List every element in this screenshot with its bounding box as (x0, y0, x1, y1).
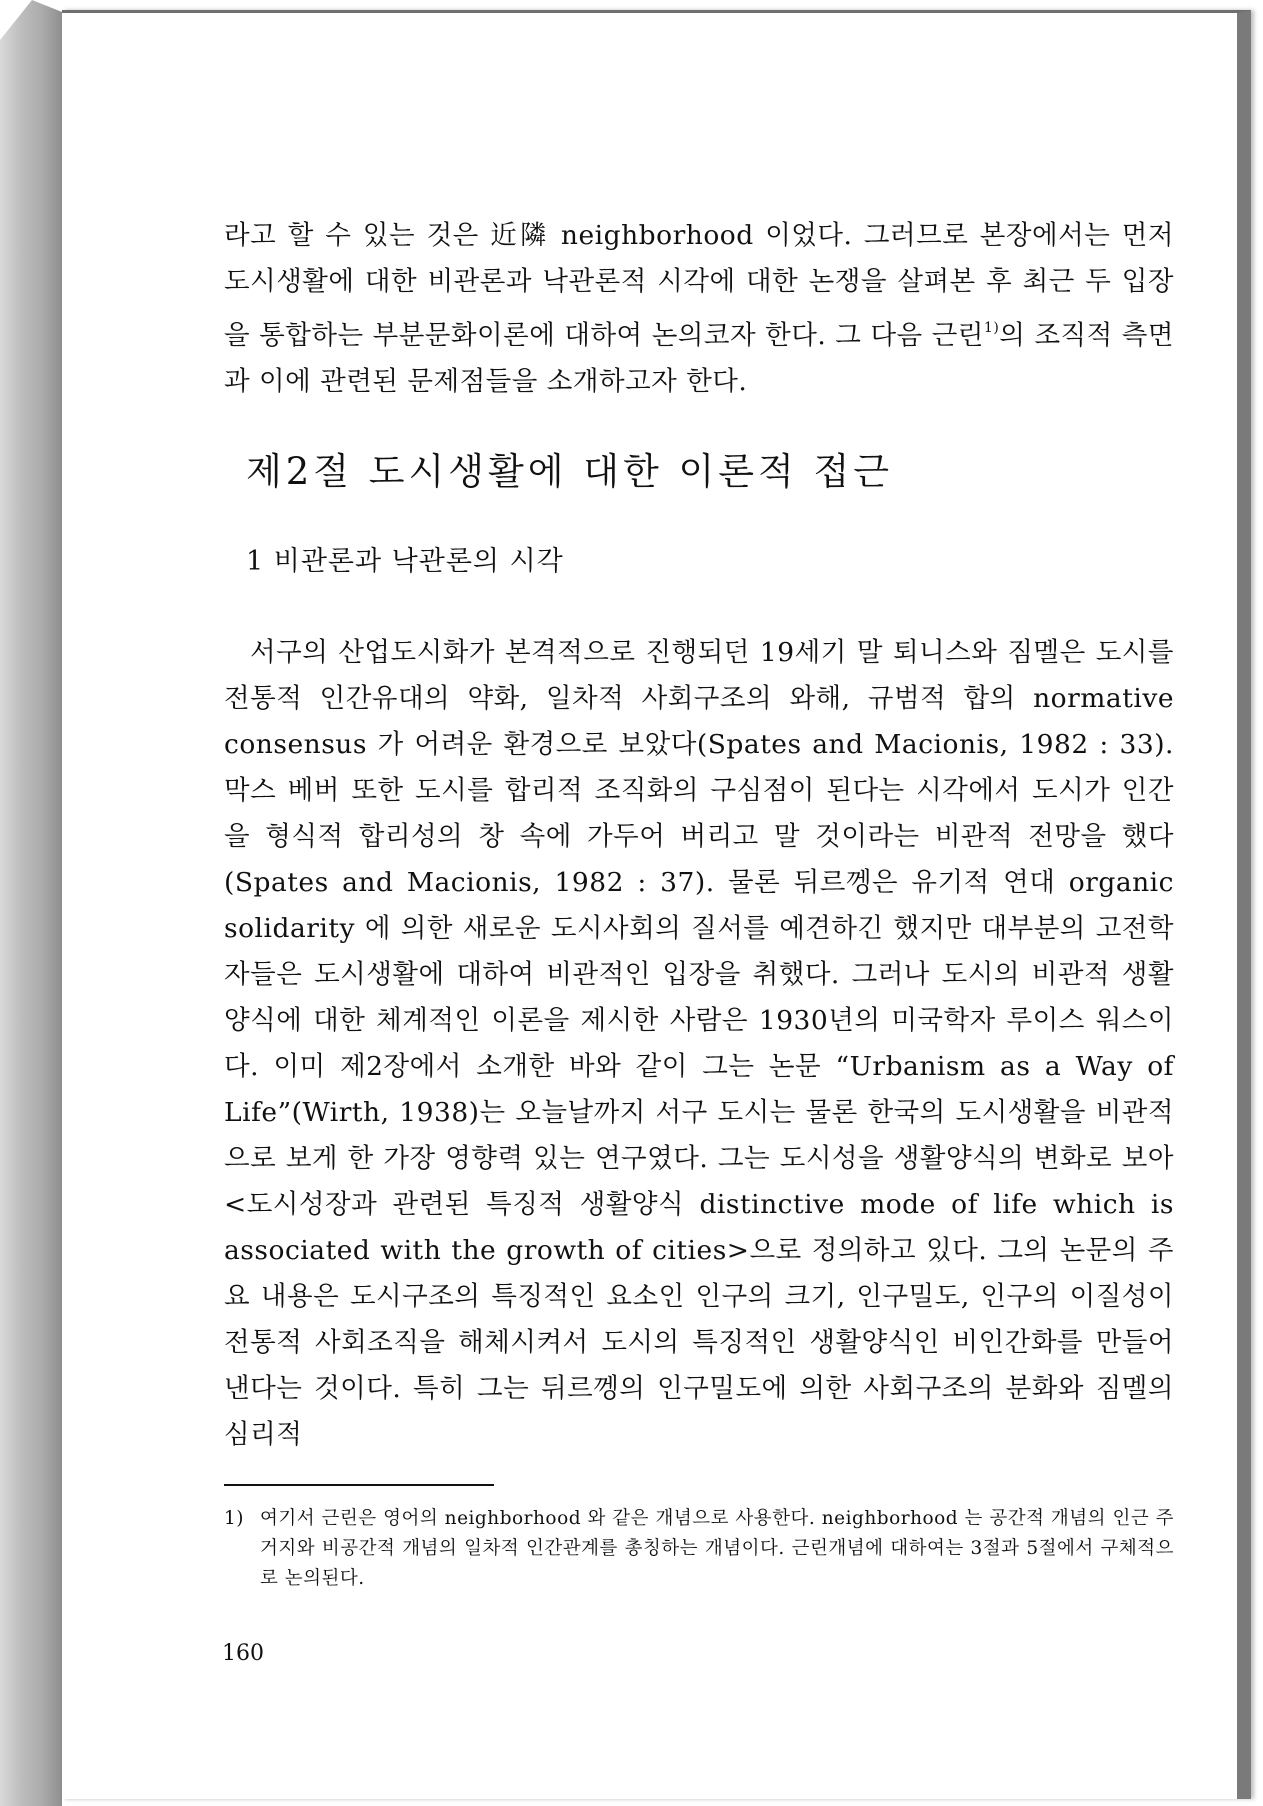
book-spine-edge (0, 0, 62, 1806)
footnote (224, 1504, 1174, 1594)
body-paragraph (224, 630, 1174, 1458)
footnote-text: 여기서 근린은 영어의 neighborhood 와 같은 개념으로 사용한다. neighborhood 는 공간적 개념의 인근 주거지와 비공간적 개념의 일차적 인간관계를 총칭하는 개념이다. 근린개념에 대하여는 3절과 5절에서 구체적으로 논의된다. (260, 1508, 1174, 1589)
intro-paragraph-end-text: 의 조직적 측면과 이에 관련된 문제점들을 소개하고자 한다. (224, 320, 1174, 397)
book-page (62, 10, 1251, 1799)
intro-paragraph-text: 라고 할 수 있는 것은 近隣 neighborhood 이었다. 그러므로 본장에서는 먼저 도시생활에 대한 비관론과 낙관론적 시각에 대한 논쟁을 살펴본 후 최근 두 입장을 통합하는 부분문화이론에 대하여 논의코자 한다. 그 다음 근린 (224, 220, 1174, 351)
page-content (224, 213, 1174, 1594)
section-title: 제2절 도시생활에 대한 이론적 접근 (246, 450, 893, 493)
subsection-title: 1 비관론과 낙관론의 시각 (246, 546, 564, 577)
footnote-number: 1) (224, 1508, 244, 1529)
intro-paragraph (224, 213, 1174, 405)
footnote-reference: 1) (983, 320, 1000, 336)
page-number: 160 (222, 1641, 264, 1666)
body-paragraph-text: 서구의 산업도시화가 본격적으로 진행되던 19세기 말 퇴니스와 짐멜은 도시를 전통적 인간유대의 약화, 일차적 사회구조의 와해, 규범적 합의 normative consensus 가 어려운 환경으로 보았다(Spates and Macionis, 1982 : 33). 막스 베버 또한 도시를 합리적 조직화의 구심점이 된다는 시각에서 도시가 인간을 형식적 합리성의 창 속에 가두어 버리고 말 것이라는 비관적 전망을 했다(Spates and Macionis, 1982 : 37). 물론 뒤르껭은 유기적 연대 organic solidarity 에 의한 새로운 도시사회의 질서를 예견하긴 했지만 대부분의 고전학자들은 도시생활에 대하여 비관적인 입장을 취했다. 그러나 도시의 비관적 생활양식에 대한 체계적인 이론을 제시한 사람은 1930년의 미국학자 루이스 워스이다. 이미 제2장에서 소개한 바와 같이 그는 논문 “Urbanism as a Way of Life”(Wirth, 1938)는 오늘날까지 서구 도시는 물론 한국의 도시생활을 비관적으로 보게 한 가장 영향력 있는 연구였다. 그는 도시성을 생활양식의 변화로 보아 <도시성장과 관련된 특징적 생활양식 distinctive mode of life which is associated with the growth of cities>으로 정의하고 있다. 그의 논문의 주요 내용은 도시구조의 특징적인 요소인 인구의 크기, 인구밀도, 인구의 이질성이 전통적 사회조직을 해체시켜서 도시의 특징적인 생활양식인 비인간화를 만들어 낸다는 것이다. 특히 그는 뒤르껭의 인구밀도에 의한 사회구조의 분화와 짐멜의 심리적 (224, 637, 1174, 1450)
footnote-divider (224, 1484, 494, 1486)
